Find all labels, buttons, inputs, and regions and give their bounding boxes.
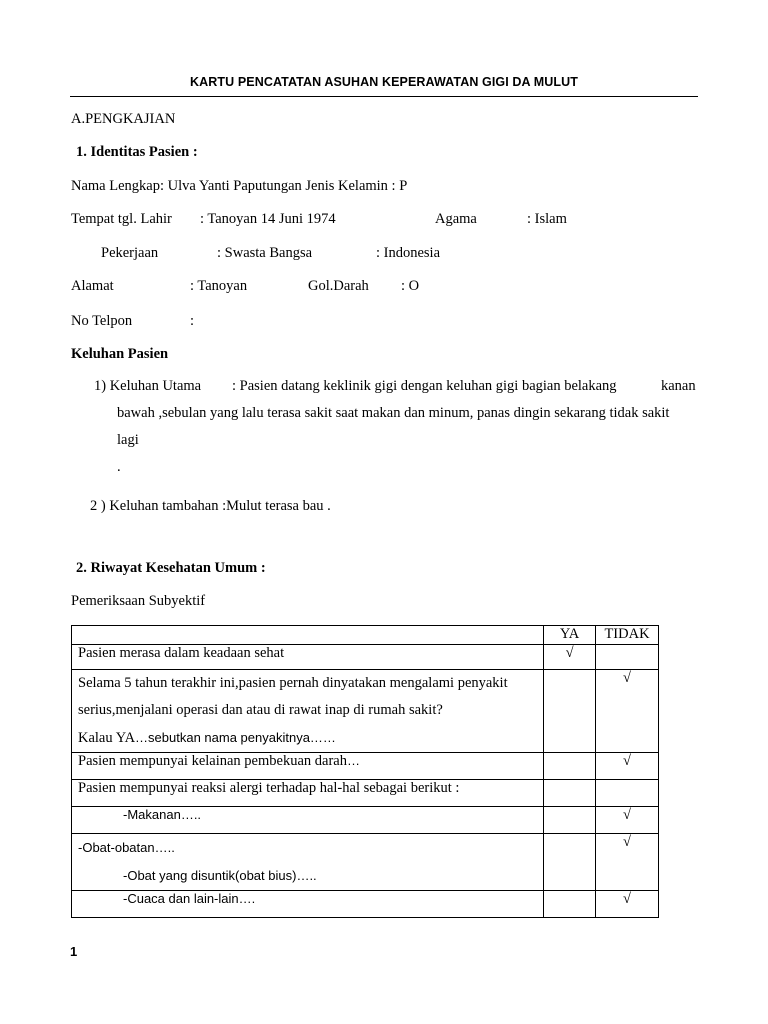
- table-row: [72, 670, 659, 753]
- kalau-ya-label: Kalau YA: [78, 730, 136, 746]
- row-obat-line1: [78, 834, 537, 862]
- row-penyakit-text: [72, 670, 544, 753]
- riwayat-heading: 2. Riwayat Kesehatan Umum :: [76, 560, 266, 576]
- row-cuaca-tidak-check: √: [596, 891, 659, 918]
- row-pembekuan-tidak-check: √: [596, 753, 659, 780]
- row-obat-ya-check: [544, 834, 596, 891]
- goldarah-value: : O: [401, 278, 420, 294]
- agama-value: : Islam: [527, 211, 567, 227]
- title-rule: [70, 96, 698, 97]
- row-pembekuan-label: Pasien mempunyai kelainan pembekuan darah: [78, 753, 347, 769]
- row-obat-dots: …..: [154, 840, 175, 855]
- row-sehat-ya-check: √: [544, 645, 596, 670]
- row-alergi-ya-check: [544, 780, 596, 807]
- row-penyakit-ya-check: [544, 670, 596, 753]
- keluhan-utama-label: 1) Keluhan Utama: [94, 378, 202, 394]
- row-makanan-tidak-check: √: [596, 807, 659, 834]
- pekerjaan-value: : Swasta Bangsa: [217, 245, 313, 261]
- ttl-value: : Tanoyan 14 Juni 1974: [200, 211, 336, 227]
- keluhan-utama-end: kanan: [661, 378, 696, 394]
- row-obat-text: [72, 834, 544, 891]
- keluhan-heading: Keluhan Pasien: [71, 346, 169, 362]
- table-row: [72, 753, 659, 780]
- table-row: [72, 645, 659, 670]
- row-obat-label: -Obat-obatan: [78, 840, 155, 855]
- row-alergi-tidak-check: [596, 780, 659, 807]
- section-a-heading: A.PENGKAJIAN: [71, 111, 176, 127]
- col-ya-header: YA: [544, 626, 596, 645]
- row-makanan-ya-check: [544, 807, 596, 834]
- row-pembekuan-dots: …: [346, 753, 360, 768]
- row-penyakit-line1: Selama 5 tahun terakhir ini,pasien pernah dinyatakan mengalami penyakit: [78, 675, 508, 691]
- row-penyakit-line2: serius,menjalani operasi dan atau di rawat inap di rumah sakit?: [78, 702, 443, 718]
- subjective-exam-table: [71, 625, 659, 918]
- row-sehat-text: Pasien merasa dalam keadaan sehat: [72, 645, 544, 670]
- row-cuaca-dots: ….: [238, 891, 256, 906]
- row-pembekuan-ya-check: [544, 753, 596, 780]
- row-obat-line2: [78, 862, 537, 890]
- table-row: [72, 780, 659, 807]
- table-row: [72, 891, 659, 918]
- alamat-label: Alamat: [71, 278, 114, 294]
- agama-label: Agama: [435, 211, 477, 227]
- row-pembekuan-text: [72, 753, 544, 780]
- row-obat-tidak-check: √: [596, 834, 659, 891]
- keluhan-utama-text: : Pasien datang keklinik gigi dengan keluhan gigi bagian belakang: [232, 378, 617, 394]
- alamat-value: : Tanoyan: [190, 278, 248, 294]
- row-penyakit-tidak-check: √: [596, 670, 659, 753]
- row-obat-suntik-label: -Obat yang disuntik(obat bius): [123, 868, 297, 883]
- nama-line: Nama Lengkap: Ulva Yanti Paputungan Jenis Kelamin : P: [71, 178, 408, 194]
- col-tidak-header: TIDAK: [596, 626, 659, 645]
- pekerjaan-label: Pekerjaan: [101, 245, 159, 261]
- telpon-label: No Telpon: [71, 313, 133, 329]
- row-obat-suntik-dots: …..: [296, 868, 317, 883]
- row-sehat-tidak-check: [596, 645, 659, 670]
- telpon-value: :: [190, 313, 195, 329]
- keluhan-tambahan: 2 ) Keluhan tambahan :Mulut terasa bau .: [90, 498, 331, 514]
- row-cuaca-text: [72, 891, 544, 918]
- goldarah-label: Gol.Darah: [308, 278, 369, 294]
- keluhan-utama-dot: .: [117, 459, 121, 475]
- keluhan-utama-line3: lagi: [117, 432, 139, 448]
- ttl-label: Tempat tgl. Lahir: [71, 211, 172, 227]
- row-penyakit-line3: [78, 724, 537, 752]
- row-makanan-label: -Makanan: [123, 807, 181, 822]
- bangsa-value: : Indonesia: [376, 245, 441, 261]
- document-title: KARTU PENCATATAN ASUHAN KEPERAWATAN GIGI DA MULUT: [190, 75, 578, 89]
- identitas-heading: 1. Identitas Pasien :: [76, 144, 198, 160]
- page-number: 1: [70, 944, 78, 959]
- row-cuaca-ya-check: [544, 891, 596, 918]
- table-header-row: [72, 626, 659, 645]
- header-empty-cell: [72, 626, 544, 645]
- row-alergi-text: Pasien mempunyai reaksi alergi terhadap hal-hal sebagai berikut :: [72, 780, 544, 807]
- row-makanan-dots: …..: [180, 807, 202, 822]
- row-cuaca-label: -Cuaca dan lain-lain: [123, 891, 239, 906]
- table-row: [72, 807, 659, 834]
- table-row: [72, 834, 659, 891]
- sebutkan-label: …sebutkan nama penyakitnya……: [135, 730, 336, 745]
- pemeriksaan-label: Pemeriksaan Subyektif: [71, 593, 206, 609]
- row-makanan-text: [72, 807, 544, 834]
- keluhan-utama-line2: bawah ,sebulan yang lalu terasa sakit saat makan dan minum, panas dingin sekarang tidak sakit: [117, 405, 670, 421]
